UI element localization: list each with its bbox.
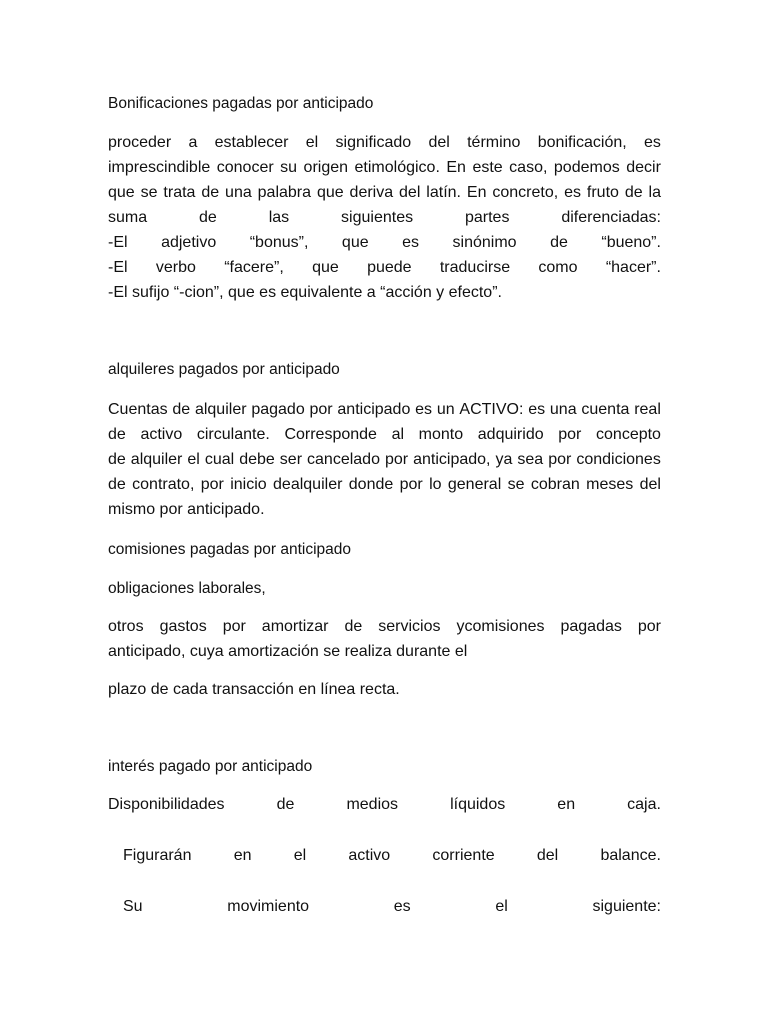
word: puede — [367, 259, 412, 276]
word: Su — [123, 898, 143, 915]
word: significado — [335, 134, 412, 151]
word: cuenta — [581, 401, 630, 418]
word: de — [199, 209, 217, 226]
section-heading-bonificaciones: Bonificaciones pagadas por anticipado — [108, 95, 374, 112]
paragraph-line — [108, 614, 661, 639]
section-heading-comisiones: comisiones pagadas por anticipado — [108, 541, 351, 558]
word: Figurarán — [123, 847, 192, 864]
paragraph-line: anticipado, cuya amortización se realiza durante el — [108, 643, 468, 660]
paragraph-line — [108, 255, 661, 280]
section-heading-obligaciones: obligaciones laborales, — [108, 580, 266, 597]
word: del — [399, 184, 421, 201]
word: que — [316, 184, 344, 201]
word: Disponibilidades — [108, 796, 225, 813]
word: por — [558, 426, 582, 443]
word: “bueno”. — [601, 234, 661, 251]
word: sinónimo — [452, 234, 517, 251]
word: Corresponde — [284, 426, 377, 443]
word: ya — [495, 451, 513, 468]
word: caso, — [509, 159, 548, 176]
word: en — [557, 796, 576, 813]
word: contrato, — [132, 476, 195, 493]
word: “facere”, — [224, 259, 284, 276]
word: anticipado — [337, 401, 411, 418]
paragraph-line — [108, 422, 661, 447]
word: que — [108, 184, 135, 201]
word: activo — [140, 426, 183, 443]
word: de — [344, 618, 363, 635]
paragraph-line: mismo por anticipado. — [108, 501, 265, 518]
word: general — [447, 476, 502, 493]
section-heading-interes: interés pagado por anticipado — [108, 758, 313, 775]
word: medios — [346, 796, 399, 813]
word: diferenciadas: — [561, 209, 661, 226]
word: gastos — [159, 618, 207, 635]
word: latín. — [426, 184, 461, 201]
word: como — [538, 259, 578, 276]
word: movimiento — [227, 898, 310, 915]
word: se — [507, 476, 525, 493]
word: por — [222, 618, 246, 635]
word: donde — [348, 476, 394, 493]
word: es — [644, 134, 661, 151]
word: Cuentas — [108, 401, 168, 418]
word: alquiler — [130, 451, 183, 468]
word: líquidos — [450, 796, 506, 813]
word: pagadas — [560, 618, 622, 635]
word: por — [399, 476, 423, 493]
word: siguientes — [341, 209, 414, 226]
paragraph-bonificacion — [108, 130, 661, 305]
word: el — [187, 451, 200, 468]
paragraph-alquiler — [108, 397, 661, 522]
paragraph-line — [108, 230, 661, 255]
word: etimológico. — [354, 159, 440, 176]
word: “hacer”. — [605, 259, 661, 276]
paragraph-plazo: plazo de cada transacción en línea recta. — [108, 681, 400, 698]
word: proceder — [108, 134, 172, 151]
word: este — [472, 159, 503, 176]
word: traducirse — [439, 259, 511, 276]
word: es — [415, 401, 433, 418]
word: es — [393, 898, 411, 915]
word: conocer — [216, 159, 274, 176]
word: en — [233, 847, 252, 864]
word: corriente — [432, 847, 495, 864]
word: cobran — [530, 476, 580, 493]
word: del — [536, 847, 559, 864]
paragraph-line — [108, 472, 661, 497]
word: del — [428, 134, 450, 151]
word: meses — [586, 476, 634, 493]
word: cual — [204, 451, 235, 468]
word: de — [624, 184, 643, 201]
word: el — [305, 134, 319, 151]
paragraph-line — [108, 397, 661, 422]
paragraph-otros-gastos — [108, 614, 661, 664]
word: que — [312, 259, 339, 276]
word: de — [201, 184, 220, 201]
word: a — [188, 134, 198, 151]
word: inicio — [230, 476, 267, 493]
word: servicios — [378, 618, 441, 635]
paragraph-line — [108, 180, 661, 205]
word: otros — [108, 618, 144, 635]
word: suma — [108, 209, 148, 226]
word: bonificación, — [537, 134, 627, 151]
word: sea — [517, 451, 544, 468]
word: término — [467, 134, 521, 151]
word: alquiler — [194, 401, 247, 418]
paragraph-line — [108, 155, 661, 180]
word: una — [225, 184, 252, 201]
word: de — [108, 426, 126, 443]
word: verbo — [155, 259, 196, 276]
word: deriva — [349, 184, 394, 201]
word: una — [549, 401, 577, 418]
word: el — [293, 847, 307, 864]
word: activo — [348, 847, 391, 864]
word: concepto — [596, 426, 661, 443]
word: balance. — [600, 847, 661, 864]
word: cancelado — [307, 451, 380, 468]
word: de — [276, 796, 295, 813]
word: de — [172, 401, 191, 418]
word: de — [108, 451, 126, 468]
word: origen — [303, 159, 349, 176]
word: real — [634, 401, 661, 418]
word: podemos — [553, 159, 620, 176]
paragraph-line — [108, 447, 661, 472]
word: siguiente: — [592, 898, 661, 915]
word: “bonus”, — [249, 234, 309, 251]
spaced-line-movimiento — [123, 894, 661, 919]
paragraph-line: -El sufijo “-cion”, que es equivalente a “acción y efecto”. — [108, 284, 502, 301]
word: debe — [239, 451, 275, 468]
word: monto — [418, 426, 464, 443]
word: -El — [108, 234, 128, 251]
word: trata — [163, 184, 196, 201]
word: por — [309, 401, 333, 418]
word: lo — [429, 476, 442, 493]
word: establecer — [214, 134, 289, 151]
spaced-line-figuraran — [123, 843, 661, 868]
word: ycomisiones — [456, 618, 545, 635]
word: palabra — [257, 184, 312, 201]
word: por — [548, 451, 572, 468]
word: por — [384, 451, 409, 468]
word: su — [280, 159, 298, 176]
word: caja. — [627, 796, 661, 813]
spaced-line-disponibilidades — [108, 792, 661, 817]
word: imprescindible — [108, 159, 211, 176]
word: fruto — [586, 184, 619, 201]
word: es — [564, 184, 581, 201]
word: se — [140, 184, 158, 201]
word: que — [341, 234, 369, 251]
word: partes — [464, 209, 510, 226]
word: de — [550, 234, 568, 251]
word: -El — [108, 259, 128, 276]
word: ACTIVO: — [459, 401, 524, 418]
word: adjetivo — [161, 234, 217, 251]
word: las — [268, 209, 290, 226]
word: dealquiler — [273, 476, 343, 493]
word: ser — [279, 451, 303, 468]
paragraph-line — [108, 205, 661, 230]
word: al — [391, 426, 405, 443]
word: un — [436, 401, 455, 418]
word: condiciones — [576, 451, 661, 468]
word: por — [637, 618, 661, 635]
word: de — [108, 476, 126, 493]
word: el — [495, 898, 508, 915]
word: adquirido — [477, 426, 544, 443]
word: En — [446, 159, 466, 176]
section-heading-alquileres: alquileres pagados por anticipado — [108, 361, 340, 378]
word: circulante. — [196, 426, 270, 443]
paragraph-line — [108, 130, 661, 155]
word: es — [528, 401, 546, 418]
word: por — [200, 476, 224, 493]
word: decir — [626, 159, 661, 176]
word: anticipado, — [413, 451, 491, 468]
word: es — [402, 234, 420, 251]
word: En — [466, 184, 487, 201]
word: del — [639, 476, 661, 493]
word: concreto, — [492, 184, 559, 201]
word: la — [648, 184, 661, 201]
word: pagado — [251, 401, 305, 418]
word: amortizar — [261, 618, 329, 635]
